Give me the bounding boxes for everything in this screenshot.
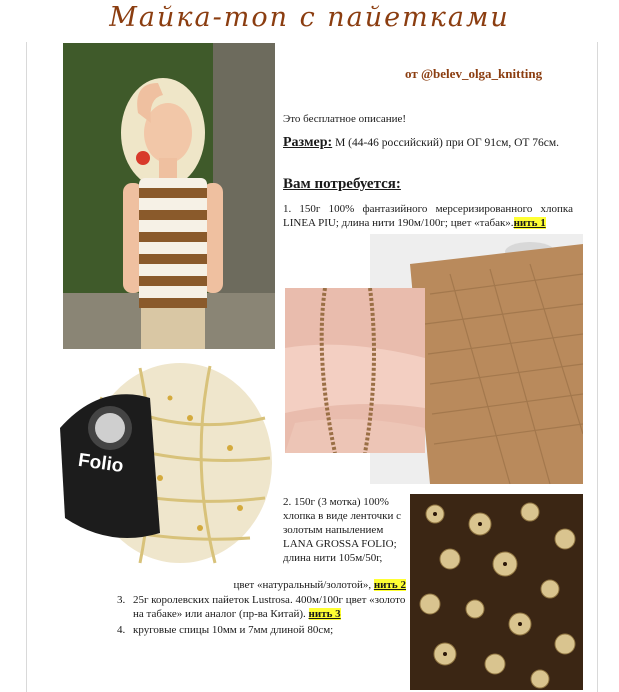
material-item-3 — [117, 593, 407, 621]
page-title: Майка-топ с пайетками — [109, 2, 510, 33]
material-item-1-text: 1. 150г 100% фантазийного мерсеризированного хлопка LINEA PIU; длина нити 190м/100г; цвет «табак». — [283, 203, 573, 229]
yarn-in-hand-photo — [285, 288, 425, 453]
material-item-1 — [283, 202, 573, 230]
material-item-2-color-text: цвет «натуральный/золотой», — [233, 579, 372, 591]
material-item-3-text: 25г королевских пайеток Lustrosa. 400м/100г цвет «золото на табаке» или аналог (пр-ва Китай). — [133, 594, 406, 620]
yarn-ball-label: Folio — [76, 449, 125, 478]
item-4-number: 4. — [117, 624, 126, 636]
author-handle: от @belev_olga_knitting — [405, 66, 543, 81]
model-photo — [63, 43, 275, 349]
material-item-2: 2. 150г (3 мотка) 100% хлопка в виде ленточки с золотым напылением LANA GROSSA FOLIO; длина нити 105м/50г, — [283, 496, 401, 564]
size-text: М (44-46 российский) при ОГ 91см, ОТ 76см. — [332, 137, 560, 149]
size-label: Размер: — [283, 135, 333, 150]
item-3-number: 3. — [117, 594, 126, 606]
materials-list — [117, 593, 407, 637]
free-note: Это бесплатное описание! — [283, 113, 407, 125]
material-item-4-text: круговые спицы 10мм и 7мм длиной 80см; — [133, 624, 334, 636]
material-item-2-color — [144, 578, 406, 592]
material-item-4 — [117, 623, 407, 637]
yarn-tag-1: нить 1 — [513, 217, 546, 229]
materials-heading: Вам потребуется: — [283, 176, 401, 192]
yarn-tag-3: нить 3 — [308, 608, 341, 620]
sequins-photo — [410, 494, 583, 690]
yarn-tag-2: нить 2 — [373, 579, 406, 591]
size-section — [283, 135, 573, 151]
yarn-ball-photo — [40, 358, 274, 568]
